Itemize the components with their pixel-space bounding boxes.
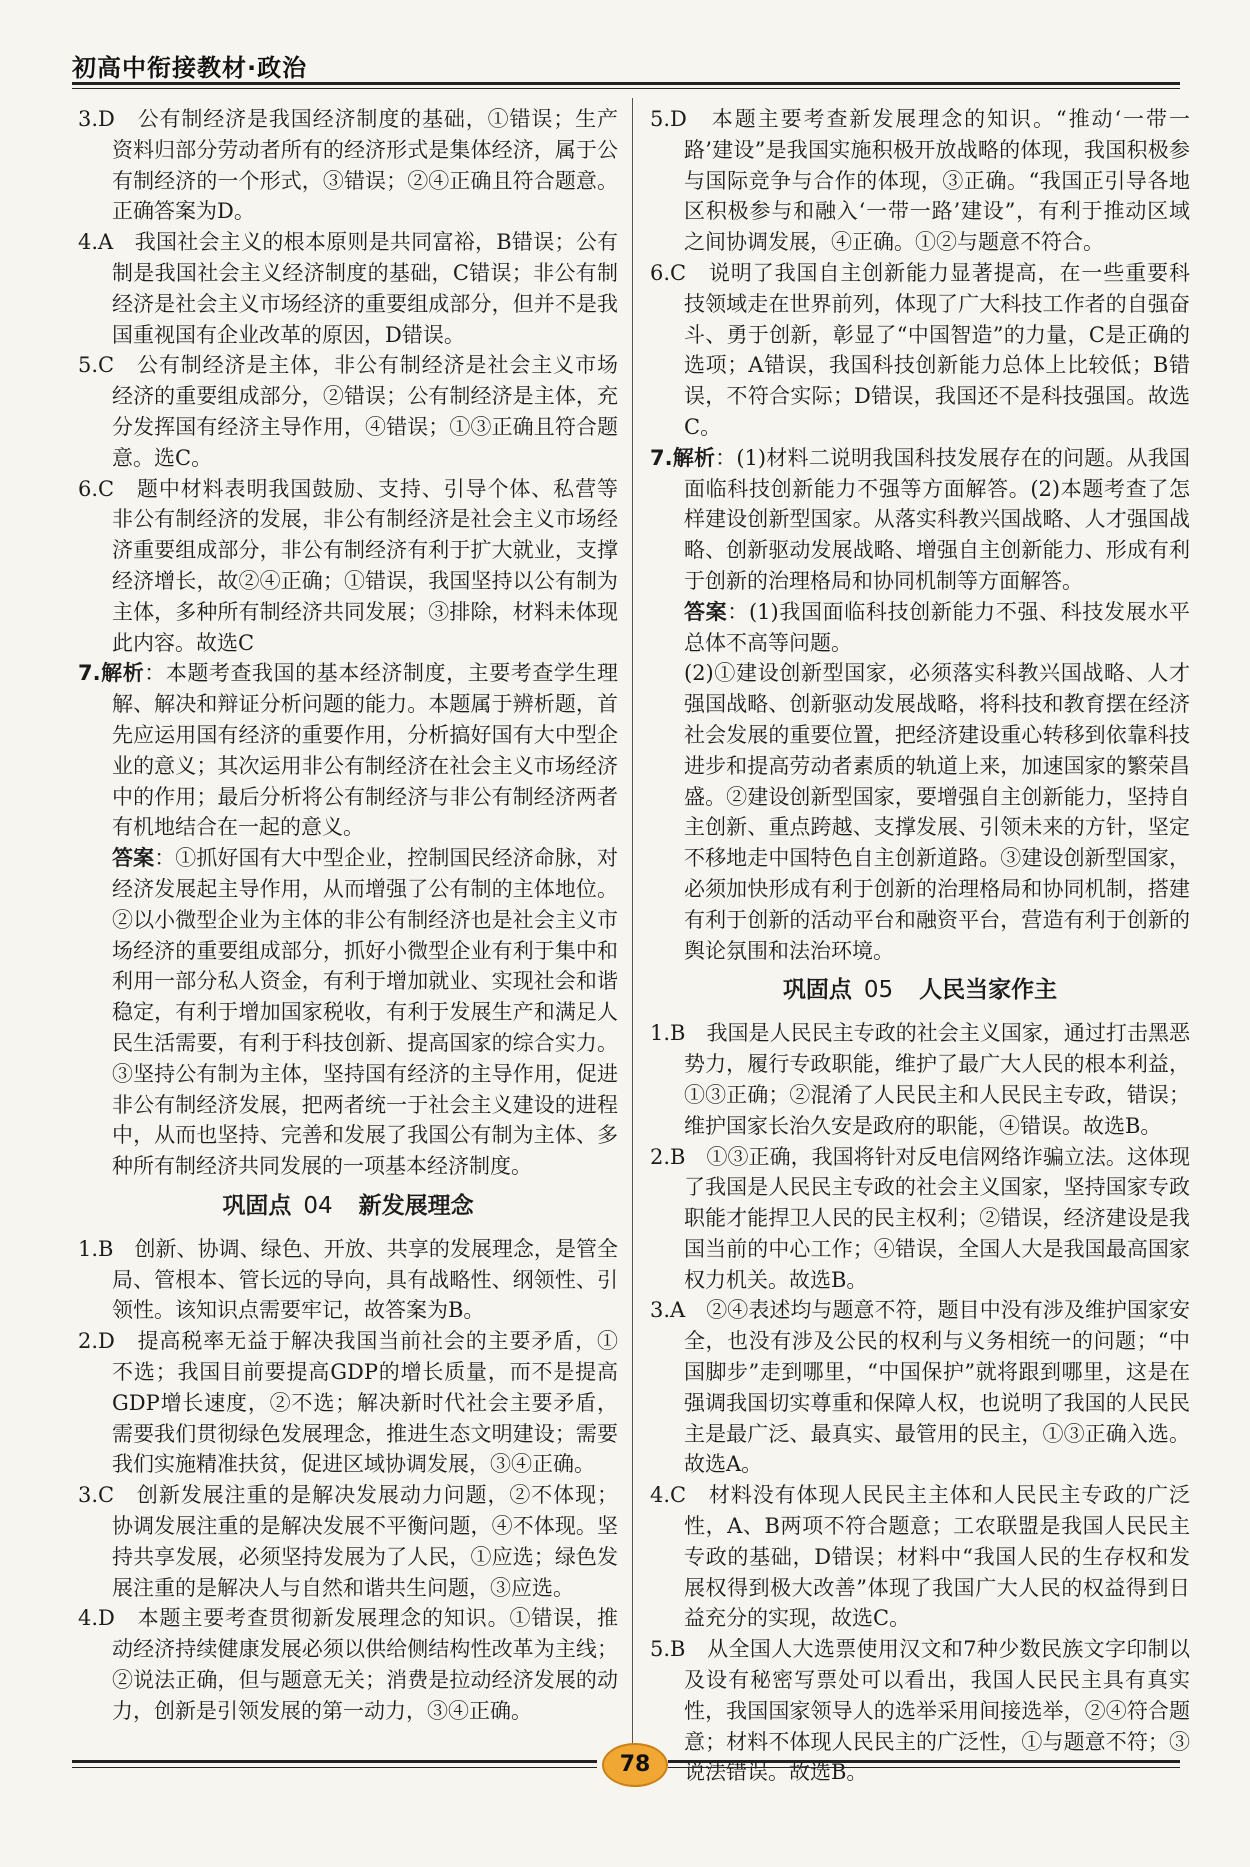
column-divider	[632, 98, 633, 1750]
answer-item: 5.D 本题主要考查新发展理念的知识。“推动‘一带一路’建设”是我国实施积极开放战略的体现，我国积极参与国际竞争与合作的体现，③正确。“我国正引导各地区积极参与和融入‘一带一路’建设”，有利于推动区域之间协调发展，④正确。①②与题意不符合。	[650, 107, 1190, 255]
answer-text: (2)①建设创新型国家，必须落实科教兴国战略、人才强国战略、创新驱动发展战略，将科技和教育摆在经济社会发展的重要位置，把经济建设重心转移到依靠科技进步和提高劳动者素质的轨道上来，加速国家的繁荣昌盛。②建设创新型国家，要增强自主创新能力，坚持自主创新、重点跨越、支撑发展、引领未来的方针，坚定不移地走中国特色自主创新道路。③建设创新型国家，必须加快形成有利于创新的治理格局和协同机制，搭建有利于创新的活动平台和融资平台，营造有利于创新的舆论氛围和法治环境。	[684, 661, 1190, 963]
header-rule	[72, 82, 1180, 85]
answer-item: 1.B 创新、协调、绿色、开放、共享的发展理念，是管全局、管根本、管长远的导向，具有战略性、纲领性、引领性。该知识点需要牢记，故答案为B。	[78, 1236, 618, 1323]
answer-item: 3.A ②④表述均与题意不符，题目中没有涉及维护国家安全，也没有涉及公民的权利与义务相统一的问题；“中国脚步”走到哪里，“中国保护”就将跟到哪里，这是在强调我国切实尊重和保障人权，也说明了我国的人民民主是最广泛、最真实、最管用的民主，①③正确入选。故选A。	[650, 1298, 1190, 1477]
section-heading-05	[650, 972, 1190, 1008]
answer-item: 2.D 提高税率无益于解决我国当前社会的主要矛盾，①不选；我国目前要提高GDP的增长质量，而不是提高GDP增长速度，②不选；解决新时代社会主要矛盾，需要我们贯彻绿色发展理念，推进生态文明建设；需要我们实施精准扶贫，促进区域协调发展，③④正确。	[78, 1329, 618, 1477]
answer-block	[78, 843, 618, 1182]
section-number: 05	[863, 977, 894, 1004]
answer-text: ：①抓好国有大中型企业，控制国民经济命脉，对经济发展起主导作用，从而增强了公有制的主体地位。②以小微型企业为主体的非公有制经济也是社会主义市场经济的重要组成部分，抓好小微型企业有利于集中和利用一部分私人资金，有利于增加就业、实现社会和谐稳定，有利于增加国家税收，有利于发展生产和满足人民生活需要，有利于科技创新、提高国家的综合实力。③坚持公有制为主体，坚持国有经济的主导作用，促进非公有制经济发展，把两者统一于社会主义建设的进程中，从而也坚持、完善和发展了我国公有制为主体、多种所有制经济共同发展的一项基本经济制度。	[112, 846, 619, 1179]
footer-rule-thin	[72, 1767, 597, 1768]
answer-text: ：(1)我国面临科技创新能力不强、科技发展水平总体不高等问题。	[684, 599, 1190, 655]
section-title: 人民当家作主	[919, 977, 1058, 1004]
answer-label: 答案	[112, 846, 155, 871]
section-title: 新发展理念	[358, 1192, 474, 1219]
left-column	[78, 104, 618, 1727]
answer-block	[650, 597, 1190, 659]
answer-item: 4.A 我国社会主义的根本原则是共同富裕，B错误；公有制是我国社会主义经济制度的基础，C错误；非公有制经济是社会主义市场经济的重要组成部分，但并不是我国重视国有企业改革的原因，D错误。	[78, 230, 618, 347]
answer-item: 5.C 公有制经济是主体，非公有制经济是社会主义市场经济的重要组成部分，②错误；公有制经济是主体，充分发挥国有经济主导作用，④错误；①③正确且符合题意。选C。	[78, 353, 618, 470]
footer-rule-thin	[668, 1767, 1180, 1768]
section-heading-04	[78, 1188, 618, 1224]
footer-rule	[72, 1760, 597, 1763]
analysis-text: ：(1)材料二说明我国科技发展存在的问题。从我国面临科技创新能力不强等方面解答。(2)本题考查了怎样建设创新型国家。从落实科教兴国战略、人才强国战略、创新驱动发展战略、增强自主创新能力、形成有利于创新的治理格局和协同机制等方面解答。	[684, 445, 1190, 593]
answer-item: 4.D 本题主要考查贯彻新发展理念的知识。①错误，推动经济持续健康发展必须以供给侧结构性改革为主线；②说法正确，但与题意无关；消费是拉动经济发展的动力，创新是引领发展的第一动力，③④正确。	[78, 1606, 618, 1723]
right-column	[650, 104, 1190, 1788]
answer-label: 答案	[684, 599, 728, 624]
section-prefix: 巩固点	[222, 1192, 292, 1219]
section-number: 04	[303, 1192, 333, 1219]
answer-item: 6.C 题中材料表明我国鼓励、支持、引导个体、私营等非公有制经济的发展，非公有制经济是社会主义市场经济重要组成部分，非公有制经济有利于扩大就业，支撑经济增长，故②④正确；①错误，我国坚持以公有制为主体，多种所有制经济共同发展；③排除，材料未体现此内容。故选C	[78, 476, 618, 655]
page-number: 78	[602, 1743, 668, 1787]
answer-item: 4.C 材料没有体现人民民主主体和人民民主专政的广泛性，A、B两项不符合题意；工农联盟是我国人民民主专政的基础，D错误；材料中“我国人民的生存权和发展权得到极大改善”体现了我国广大人民的权益得到日益充分的实现，故选C。	[650, 1483, 1190, 1631]
answer-item: 5.B 从全国人大选票使用汉文和7种少数民族文字印制以及设有秘密写票处可以看出，我国人民民主具有真实性，我国国家领导人的选举采用间接选举，②④符合题意；材料不体现人民民主的广泛性，①与题意不符；③说法错误。故选B。	[650, 1637, 1190, 1785]
answer-item: 3.D 公有制经济是我国经济制度的基础，①错误；生产资料归部分劳动者所有的经济形式是集体经济，属于公有制经济的一个形式，③错误；②④正确且符合题意。正确答案为D。	[78, 107, 618, 224]
answer-item	[650, 443, 1190, 597]
section-prefix: 巩固点	[782, 977, 852, 1004]
book-title: 初高中衔接教材·政治	[72, 54, 308, 82]
header-rule-thin	[72, 88, 1180, 89]
answer-item: 1.B 我国是人民民主专政的社会主义国家，通过打击黑恶势力，履行专政职能，维护了最广大人民的根本利益，①③正确；②混淆了人民民主和人民民主专政，错误；维护国家长治久安是政府的职能，④错误。故选B。	[650, 1021, 1190, 1138]
analysis-label: 7.解析	[78, 661, 145, 686]
answer-item: 3.C 创新发展注重的是解决发展动力问题，②不体现；协调发展注重的是解决发展不平衡问题，④不体现。坚持共享发展，必须坚持发展为了人民，①应选；绿色发展注重的是解决人与自然和谐共生问题，③应选。	[78, 1483, 618, 1600]
answer-item: 6.C 说明了我国自主创新能力显著提高，在一些重要科技领域走在世界前列，体现了广大科技工作者的自强奋斗、勇于创新，彰显了“中国智造”的力量，C是正确的选项；A错误，我国科技创新能力总体上比较低；B错误，不符合实际；D错误，我国还不是科技强国。故选C。	[650, 260, 1190, 439]
answer-item	[78, 658, 618, 843]
analysis-text: ：本题考查我国的基本经济制度，主要考查学生理解、解决和辩证分析问题的能力。本题属于辨析题，首先应运用国有经济的重要作用，分析搞好国有大中型企业的意义；其次运用非公有制经济在社会主义市场经济中的作用；最后分析将公有制经济与非公有制经济两者有机地结合在一起的意义。	[112, 661, 618, 840]
footer-rule	[668, 1760, 1180, 1763]
analysis-label: 7.解析	[650, 445, 716, 470]
answer-item: 2.B ①③正确，我国将针对反电信网络诈骗立法。这体现了我国是人民民主专政的社会主义国家，坚持国家专政职能才能捍卫人民的民主权利；②错误，经济建设是我国当前的中心工作；④错误，全国人大是我国最高国家权力机关。故选B。	[650, 1144, 1190, 1292]
